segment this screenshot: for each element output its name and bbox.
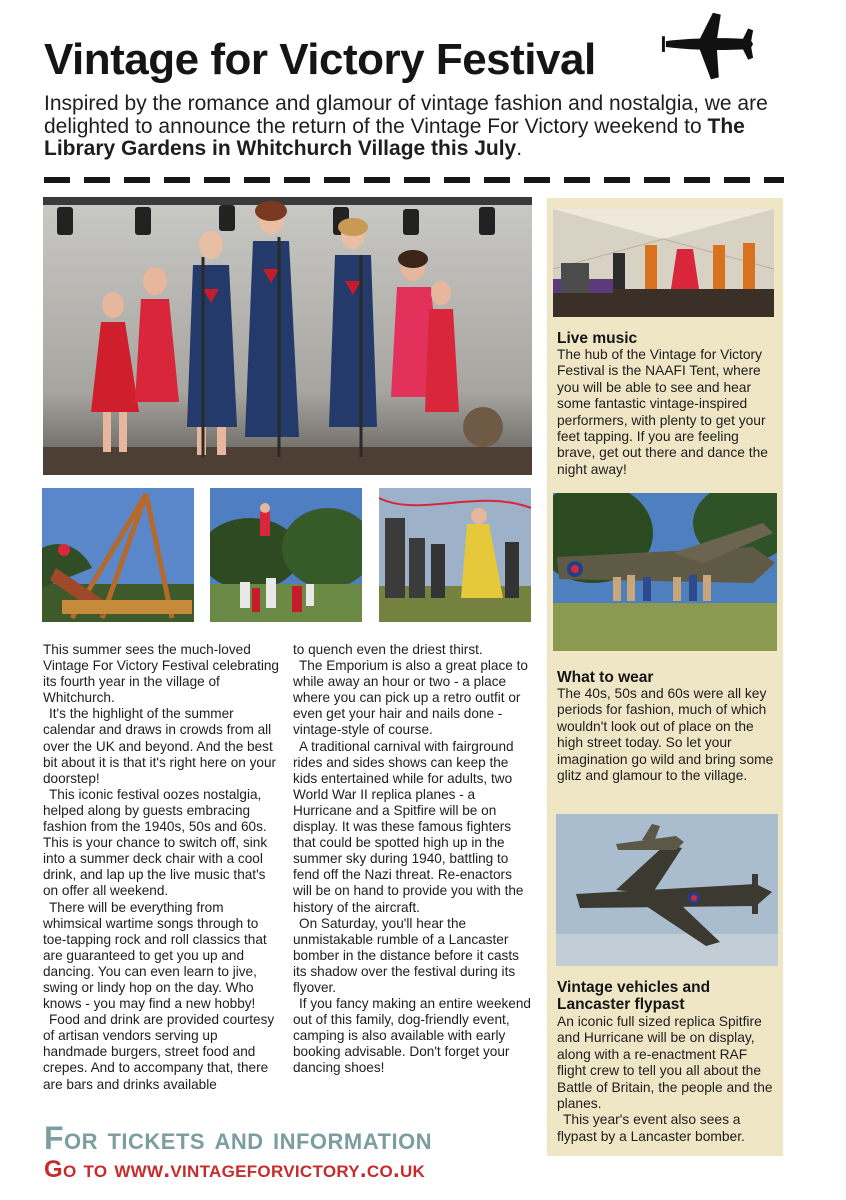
article-paragraph: There will be everything from whimsical wartime songs through to toe-tapping rock and roll classics that are guaranteed to get you up and dancing. You can even learn to jive, swing or lindy hop on the day. Who knows - you may find a new hobby! (43, 899, 267, 1012)
hurricane-plane-crowd-photo (553, 493, 777, 651)
article-paragraph: A traditional carnival with fairground rides and sides shows can keep the kids entertained while for adults, two World War II replica planes - a Hurricane and a Spitfire will be on display. It was these famous fighters that could be spotted high up in the summer sky during 1940, battling to fend off the Nazi threat. Re-enactors will be on hand to provide you with the history of the aircraft. (293, 738, 524, 915)
dashed-divider (44, 177, 784, 183)
article-paragraph: If you fancy making an entire weekend out of this family, dog-friendly event, camping is also available with early booking advisable. Don't forget your dancing shoes! (293, 996, 531, 1076)
naafi-tent-band-photo (553, 209, 774, 317)
article-paragraph: It's the highlight of the summer calendar and draws in crowds from all over the UK and beyond. And the best bit about it is that it's right here on your doorstep! (43, 706, 277, 786)
article-column-1 (43, 642, 279, 1093)
intro-text: Inspired by the romance and glamour of vintage fashion and nostalgia, we are delighted to announce the return of the Vintage For Victory weekend to The Library Gardens in Whitchurch Village this July. (44, 92, 768, 160)
live-music-heading: Live music (557, 330, 638, 347)
vehicles-heading-1: Vintage vehicles and (557, 979, 711, 996)
tickets-heading: For tickets and information (44, 1120, 433, 1156)
swing-boat-ride-photo (42, 488, 194, 622)
spitfire-icon (660, 8, 758, 88)
what-to-wear-heading: What to wear (557, 669, 654, 686)
article-paragraph: to quench even the driest thirst. (293, 642, 483, 657)
article-paragraph: On Saturday, you'll hear the unmistakable rumble of a Lancaster bomber in the distance before it casts its shadow over the festival during its flyover. (293, 915, 519, 995)
singers-on-stage-photo (43, 197, 532, 475)
dancers-in-field-photo (379, 488, 531, 622)
article-paragraph: Food and drink are provided courtesy of artisan vendors serving up handmade burgers, street food and crepes. And to accompany that, there are bars and drinks available (43, 1012, 275, 1092)
vehicles-body: An iconic full sized replica Spitfire and Hurricane will be on display, along with a re-enactment RAF flight crew to tell you all about the Battle of Britain, the people and the planes. This year's event also sees a flypast by a Lancaster bomber. (557, 1014, 773, 1144)
article-paragraph: This summer sees the much-loved Vintage For Victory Festival celebrating its fourth year in the village of Whitchurch. (43, 642, 279, 706)
website-link[interactable]: Go to www.vintageforvictory.co.uk (44, 1156, 426, 1183)
lancaster-spitfire-flight-photo (556, 814, 778, 966)
live-music-body: The hub of the Vintage for Victory Festival is the NAAFI Tent, where you will be able to see and hear some fantastic vintage-inspired performers, with plenty to get your feet tapping. If you are feeling brave, get out there and dance the night away! (557, 347, 768, 477)
page-title: Vintage for Victory Festival (44, 35, 596, 84)
article-column-2 (293, 642, 533, 1077)
vehicles-heading-2: Lancaster flypast (557, 996, 685, 1013)
intro-venue: The Library Gardens in Whitchurch Village this July (44, 114, 745, 160)
garden-performer-photo (210, 488, 362, 622)
article-paragraph: This iconic festival oozes nostalgia, helped along by guests embracing fashion from the 1940s, 50s and 60s. This is your chance to switch off, sink into a summer deck chair with a cool drink, and lap up the live music that's on offer all weekend. (43, 786, 268, 899)
what-to-wear-body: The 40s, 50s and 60s were all key periods for fashion, much of which wouldn't look out of place on the high street today. So let your imagination go wild and bring some glitz and glamour to the village. (557, 686, 774, 784)
article-paragraph: The Emporium is also a great place to while away an hour or two - a place where you can pick up a retro outfit or even get your hair and nails done - vintage-style of course. (293, 658, 528, 738)
